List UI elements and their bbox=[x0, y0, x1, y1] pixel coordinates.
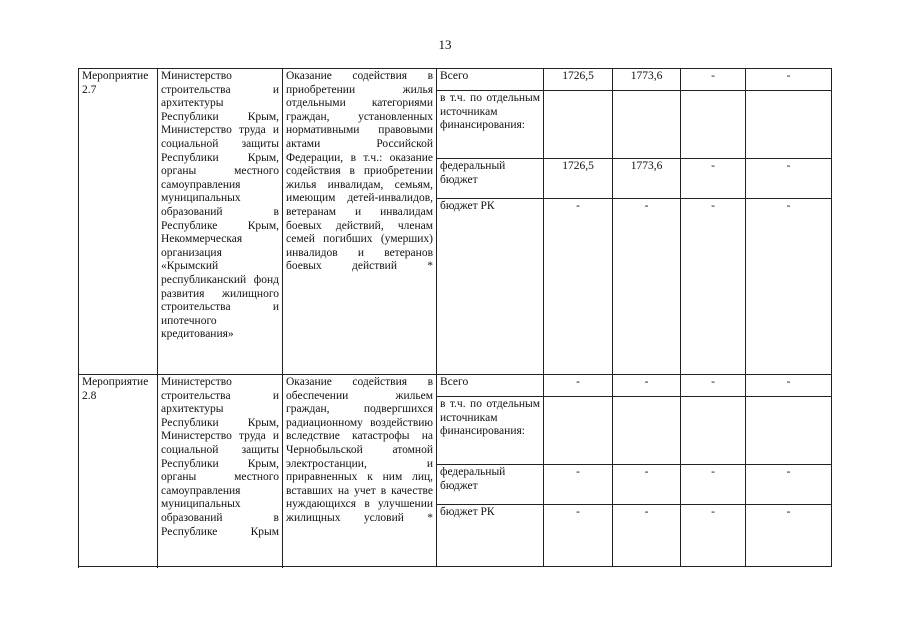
value-cell bbox=[613, 397, 681, 465]
value-cell: - bbox=[544, 505, 613, 567]
financing-label: Всего bbox=[437, 375, 544, 397]
value-cell: - bbox=[746, 505, 832, 567]
description-cell bbox=[283, 69, 437, 375]
value-cell: - bbox=[613, 199, 681, 375]
table-row bbox=[79, 375, 832, 397]
value-cell: - bbox=[681, 69, 746, 91]
executor-cell bbox=[158, 69, 283, 375]
value-cell: - bbox=[746, 69, 832, 91]
financing-label: федеральный бюджет bbox=[437, 465, 544, 505]
value-cell: - bbox=[544, 375, 613, 397]
value-cell: - bbox=[681, 199, 746, 375]
value-cell bbox=[681, 91, 746, 159]
value-cell: - bbox=[681, 159, 746, 199]
value-cell: - bbox=[746, 159, 832, 199]
value-cell bbox=[544, 397, 613, 465]
description-text: Оказание содействия в приобретении жилья отдельными категориями граждан, установленных нормативными правовыми актами Российской Федерации, в т.ч.: оказание содействия в приобретении жилья инвалидам, семьям, имеющим детей-инвалидов, ветеранам и инвалидам боевых действий, членам семей погибших (умерших) инвалидов и ветеранов боевых действий * bbox=[286, 70, 433, 273]
value-cell: - bbox=[613, 505, 681, 567]
value-cell: - bbox=[544, 465, 613, 505]
value-cell: 1726,5 bbox=[544, 69, 613, 91]
financing-label: бюджет РК bbox=[437, 199, 544, 375]
value-cell: 1773,6 bbox=[613, 159, 681, 199]
value-cell: - bbox=[681, 505, 746, 567]
value-cell: - bbox=[544, 199, 613, 375]
table-row bbox=[79, 69, 832, 91]
financing-table bbox=[78, 68, 832, 567]
financing-label: Всего bbox=[437, 69, 544, 91]
event-name: Мероприятие 2.8 bbox=[79, 375, 158, 567]
description-cell bbox=[283, 375, 437, 567]
value-cell: - bbox=[746, 465, 832, 505]
page-number: 13 bbox=[438, 37, 452, 52]
executor-cell bbox=[158, 375, 283, 567]
value-cell bbox=[544, 91, 613, 159]
executor-text: Министерство строительства и архитектуры Республики Крым, Министерство труда и социальной защиты Республики Крым, органы местного самоуправления муниципальных образований в Республике Крым, Некоммерческая организация «Крымский республиканский фонд развития жилищного строительства и ипотечного кредитования» bbox=[161, 70, 279, 341]
value-cell bbox=[613, 91, 681, 159]
value-cell bbox=[681, 397, 746, 465]
event-name: Мероприятие 2.7 bbox=[79, 69, 158, 375]
value-cell: - bbox=[746, 375, 832, 397]
value-cell: - bbox=[681, 375, 746, 397]
value-cell: 1773,6 bbox=[613, 69, 681, 91]
value-cell: - bbox=[746, 199, 832, 375]
executor-text: Министерство строительства и архитектуры Республики Крым, Министерство труда и социальной защиты Республики Крым, органы местного самоуправления муниципальных образований в Республике Крым bbox=[161, 376, 279, 538]
value-cell: - bbox=[613, 465, 681, 505]
financing-label: в т.ч. по отдельным источникам финансирования: bbox=[437, 91, 544, 159]
value-cell: 1726,5 bbox=[544, 159, 613, 199]
value-cell bbox=[746, 397, 832, 465]
financing-label: в т.ч. по отдельным источникам финансирования: bbox=[437, 397, 544, 465]
description-text: Оказание содействия в обеспечении жильем граждан, подвергшихся радиационному воздействию вследствие катастрофы на Чернобыльской атомной электростанции, и приравненных к ним лиц, вставших на учет в качестве нуждающихся в улучшении жилищных условий * bbox=[286, 376, 433, 524]
financing-label: бюджет РК bbox=[437, 505, 544, 567]
value-cell: - bbox=[681, 465, 746, 505]
financing-label: федеральный бюджет bbox=[437, 159, 544, 199]
value-cell: - bbox=[613, 375, 681, 397]
value-cell bbox=[746, 91, 832, 159]
